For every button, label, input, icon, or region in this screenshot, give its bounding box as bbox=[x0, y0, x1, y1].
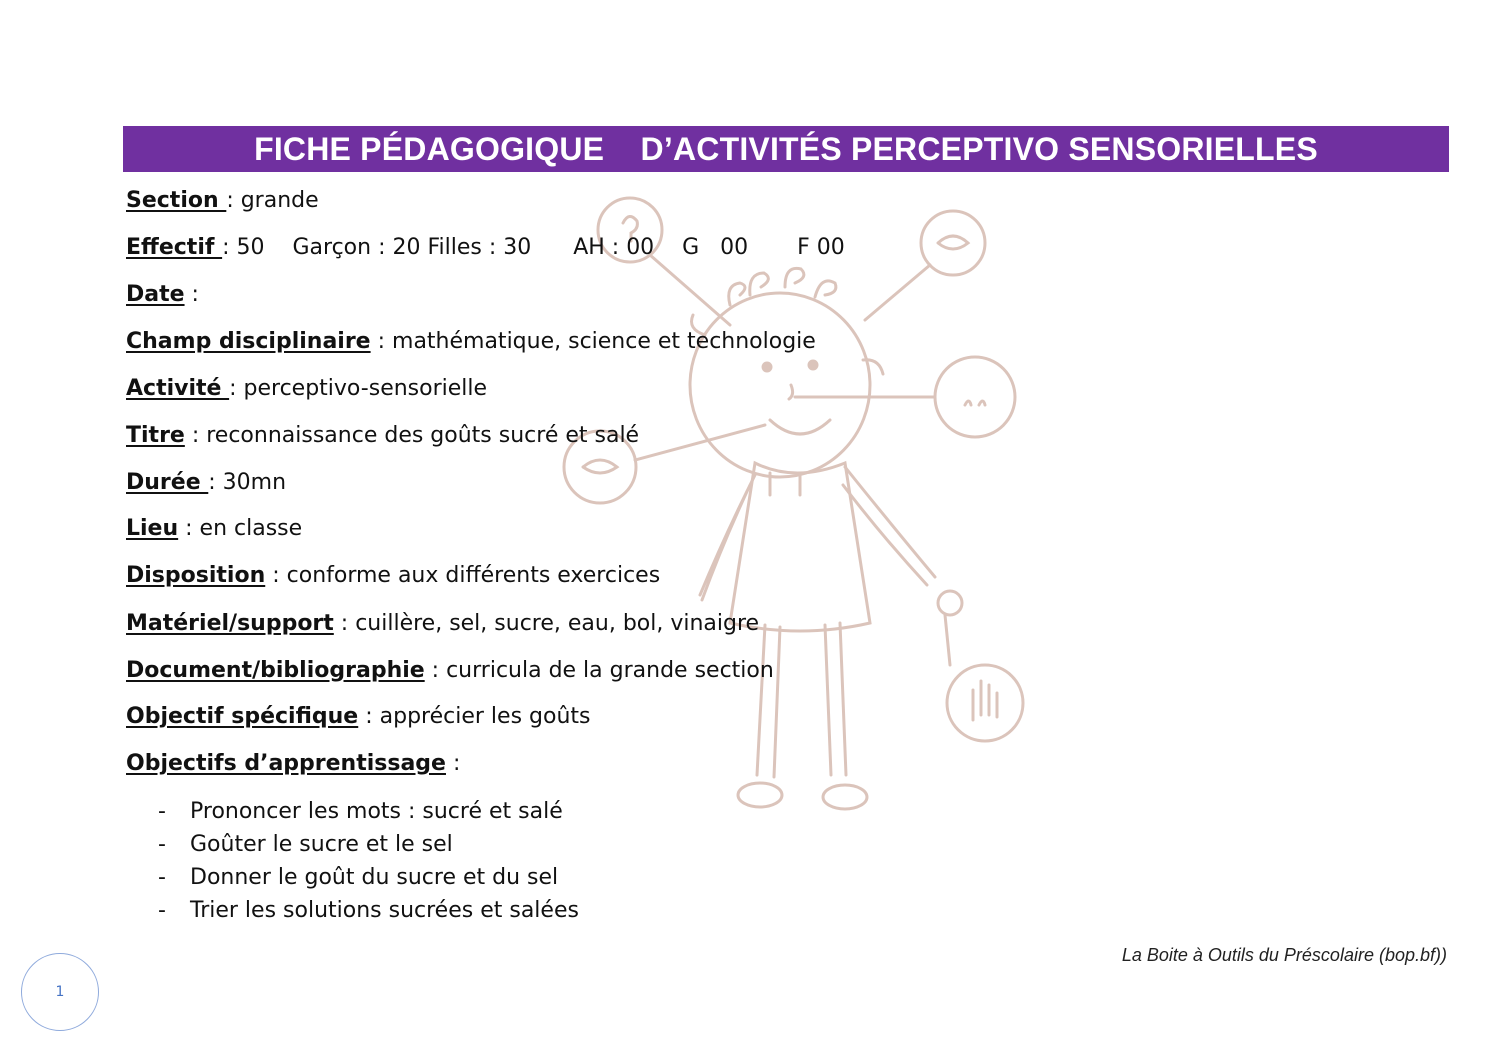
field-value: : reconnaissance des goûts sucré et salé bbox=[184, 423, 640, 448]
field-objectifs-apprentissage bbox=[126, 749, 460, 779]
field-value: : apprécier les goûts bbox=[358, 704, 591, 729]
field-value: : grande bbox=[226, 188, 319, 213]
field-value: : 30mn bbox=[208, 470, 287, 495]
page-number: 1 bbox=[21, 953, 99, 1031]
field-label: Durée bbox=[126, 470, 209, 495]
list-item bbox=[158, 896, 758, 926]
list-item-text: Goûter le sucre et le sel bbox=[190, 832, 453, 857]
field-document-bibliographie bbox=[126, 656, 774, 686]
field-label: Matériel/support bbox=[126, 611, 334, 636]
field-titre bbox=[126, 421, 639, 451]
field-objectif-specifique bbox=[126, 702, 590, 732]
field-label: Titre bbox=[126, 423, 185, 448]
field-duree bbox=[126, 468, 286, 498]
list-dash: - bbox=[158, 898, 166, 923]
field-label: Objectif spécifique bbox=[126, 704, 359, 729]
list-item bbox=[158, 863, 758, 893]
field-lieu bbox=[126, 514, 302, 544]
field-value: : bbox=[445, 751, 461, 776]
list-dash: - bbox=[158, 799, 166, 824]
field-effectif bbox=[126, 233, 845, 263]
field-materiel-support bbox=[126, 609, 759, 639]
field-label: Objectifs d’apprentissage bbox=[126, 751, 446, 776]
field-label: Section bbox=[126, 188, 227, 213]
list-item-text: Prononcer les mots : sucré et salé bbox=[190, 799, 563, 824]
field-value: : perceptivo-sensorielle bbox=[229, 376, 488, 401]
list-item bbox=[158, 830, 758, 860]
field-section bbox=[126, 186, 319, 216]
field-activite bbox=[126, 374, 487, 404]
field-label: Activité bbox=[126, 376, 230, 401]
field-date bbox=[126, 280, 199, 310]
list-item-text: Trier les solutions sucrées et salées bbox=[190, 898, 579, 923]
field-label: Lieu bbox=[126, 516, 179, 541]
field-champ-disciplinaire bbox=[126, 327, 816, 357]
field-label: Document/bibliographie bbox=[126, 658, 425, 683]
field-label: Champ disciplinaire bbox=[126, 329, 371, 354]
field-label: Disposition bbox=[126, 563, 266, 588]
child-senses-illustration bbox=[545, 185, 1305, 825]
field-value: : bbox=[184, 282, 199, 307]
list-dash: - bbox=[158, 865, 166, 890]
field-value: : curricula de la grande section bbox=[424, 658, 774, 683]
document-title: FICHE PÉDAGOGIQUE D’ACTIVITÉS PERCEPTIVO SENSORIELLES bbox=[123, 126, 1449, 172]
field-value: : en classe bbox=[178, 516, 303, 541]
field-label: Date bbox=[126, 282, 185, 307]
field-value: : 50 Garçon : 20 Filles : 30 AH : 00 G 00 F 00 bbox=[222, 235, 845, 260]
field-value: : cuillère, sel, sucre, eau, bol, vinaigre bbox=[333, 611, 760, 636]
field-value: : mathématique, science et technologie bbox=[370, 329, 816, 354]
list-item bbox=[158, 797, 758, 827]
list-item-text: Donner le goût du sucre et du sel bbox=[190, 865, 559, 890]
footer-source: La Boite à Outils du Préscolaire (bop.bf)) bbox=[1121, 945, 1447, 965]
field-disposition bbox=[126, 561, 660, 591]
field-value: : conforme aux différents exercices bbox=[265, 563, 661, 588]
field-label: Effectif bbox=[126, 235, 223, 260]
list-dash: - bbox=[158, 832, 166, 857]
